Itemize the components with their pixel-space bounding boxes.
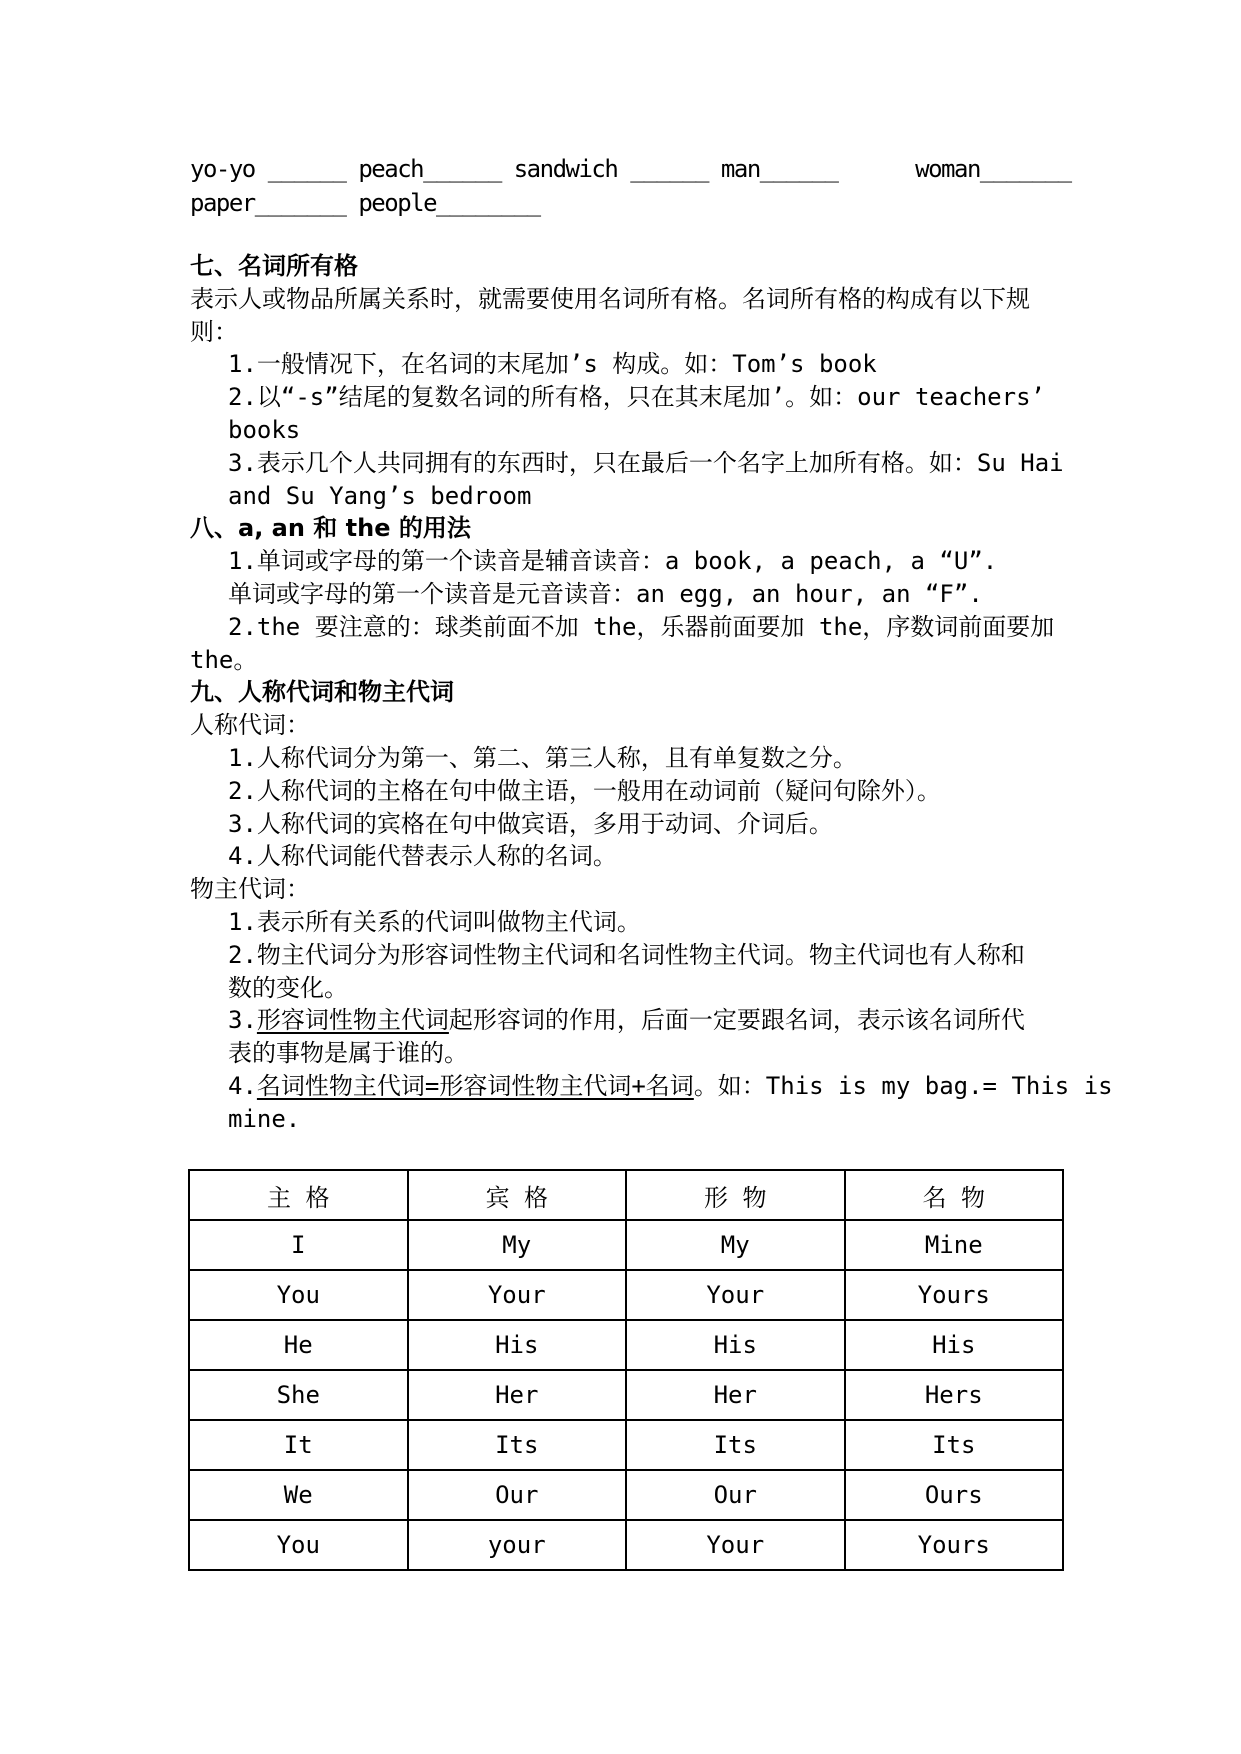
spacer: [190, 220, 1210, 250]
table-cell: Her: [626, 1370, 845, 1420]
table-cell: Its: [626, 1420, 845, 1470]
table-header-cell: 主 格: [189, 1170, 408, 1220]
section8-rule: 单词或字母的第一个读音是元音读音：an egg, an hour, an “F”.: [228, 579, 983, 608]
table-cell: Ours: [845, 1470, 1064, 1520]
section7-rule-cont: books: [228, 415, 301, 444]
table-row: [189, 1520, 1063, 1570]
personal-pronoun-rule: 1.人称代词分为第一、第二、第三人称，且有单复数之分。: [228, 743, 857, 772]
table-cell: Our: [408, 1470, 627, 1520]
section7-rule-cont: and Su Yang’s bedroom: [228, 481, 532, 510]
table-row: [189, 1420, 1063, 1470]
table-cell: My: [408, 1220, 627, 1270]
table-row: [189, 1320, 1063, 1370]
table-row: [189, 1270, 1063, 1320]
possessive-pronoun-rule: 1.表示所有关系的代词叫做物主代词。: [228, 907, 641, 936]
section7-rule: 3.表示几个人共同拥有的东西时，只在最后一个名字上加所有格。如：Su Hai: [228, 448, 1064, 477]
table-header-cell: 名 物: [845, 1170, 1064, 1220]
table-header-cell: 宾 格: [408, 1170, 627, 1220]
table-cell: It: [189, 1420, 408, 1470]
table-header-cell: 形 物: [626, 1170, 845, 1220]
table-cell: your: [408, 1520, 627, 1570]
section7-heading: 七、名词所有格: [190, 252, 358, 280]
possessive-pronoun-rule-cont: 表的事物是属于谁的。: [228, 1039, 468, 1068]
table-row: [189, 1470, 1063, 1520]
table-row: [189, 1370, 1063, 1420]
possessive-pronoun-rule-cont: 数的变化。: [228, 973, 348, 1002]
table-cell: His: [845, 1320, 1064, 1370]
personal-pronoun-label: 人称代词：: [190, 711, 310, 740]
rule-number: 4.: [228, 1071, 257, 1100]
table-cell: His: [408, 1320, 627, 1370]
table-cell: Our: [626, 1470, 845, 1520]
rule-number: 3.: [228, 1006, 257, 1035]
possessive-pronoun-rule-cont: mine.: [228, 1104, 301, 1133]
exercise-line: yo-yo ______ peach______ sandwich ______ man______ woman_______: [190, 155, 1071, 183]
possessive-pronoun-label: 物主代词：: [190, 875, 310, 904]
table-cell: Her: [408, 1370, 627, 1420]
table-cell: Your: [626, 1520, 845, 1570]
table-cell: Your: [408, 1270, 627, 1320]
section7-intro: 则：: [190, 317, 238, 346]
table-cell: You: [189, 1270, 408, 1320]
table-cell: Its: [408, 1420, 627, 1470]
personal-pronoun-rule: 4.人称代词能代替表示人称的名词。: [228, 842, 617, 871]
personal-pronoun-rule: 2.人称代词的主格在句中做主语，一般用在动词前（疑问句除外）。: [228, 776, 941, 805]
exercise-line: paper_______ people________: [190, 189, 540, 217]
table-cell: He: [189, 1320, 408, 1370]
section9-heading: 九、人称代词和物主代词: [190, 678, 454, 707]
table-cell: His: [626, 1320, 845, 1370]
table-cell: Yours: [845, 1520, 1064, 1570]
table-cell: We: [189, 1470, 408, 1520]
possessive-pronoun-rule: 2.物主代词分为形容词性物主代词和名词性物主代词。物主代词也有人称和: [228, 940, 1025, 969]
table-cell: Your: [626, 1270, 845, 1320]
document-body: [190, 152, 1210, 1136]
table-row: [189, 1220, 1063, 1270]
underlined-term: 形容词性物主代词: [256, 1006, 449, 1035]
section8-rule-cont: the。: [190, 645, 258, 674]
personal-pronoun-rule: 3.人称代词的宾格在句中做宾语，多用于动词、介词后。: [228, 809, 833, 838]
section7-rule: 2.以“-s”结尾的复数名词的所有格，只在其末尾加’。如：our teachers’: [228, 383, 1045, 412]
table-header-row: [189, 1170, 1063, 1220]
section7-rule: 1.一般情况下，在名词的末尾加’s 构成。如：Tom’s book: [228, 350, 877, 379]
table-cell: You: [189, 1520, 408, 1570]
table-cell: My: [626, 1220, 845, 1270]
rule-text: 。如：This is my bag.= This is: [693, 1071, 1113, 1100]
table-cell: Mine: [845, 1220, 1064, 1270]
underlined-term: 名词性物主代词=形容词性物主代词+名词: [256, 1071, 694, 1100]
section8-heading: 八、a, an 和 the 的用法: [190, 514, 471, 543]
possessive-pronoun-rule: [190, 1004, 1210, 1037]
section8-rule: 2.the 要注意的：球类前面不加 the，乐器前面要加 the，序数词前面要加: [228, 612, 1055, 641]
table-cell: Yours: [845, 1270, 1064, 1320]
table-cell: I: [189, 1220, 408, 1270]
section8-rule: 1.单词或字母的第一个读音是辅音读音：a book, a peach, a “U”.: [228, 547, 998, 576]
table-cell: Hers: [845, 1370, 1064, 1420]
pronoun-table: [188, 1169, 1064, 1571]
table-cell: She: [189, 1370, 408, 1420]
rule-text: 起形容词的作用，后面一定要跟名词，表示该名词所代: [448, 1006, 1025, 1035]
section7-intro: 表示人或物品所属关系时，就需要使用名词所有格。名词所有格的构成有以下规: [190, 284, 1030, 313]
possessive-pronoun-rule: [190, 1070, 1210, 1103]
table-cell: Its: [845, 1420, 1064, 1470]
